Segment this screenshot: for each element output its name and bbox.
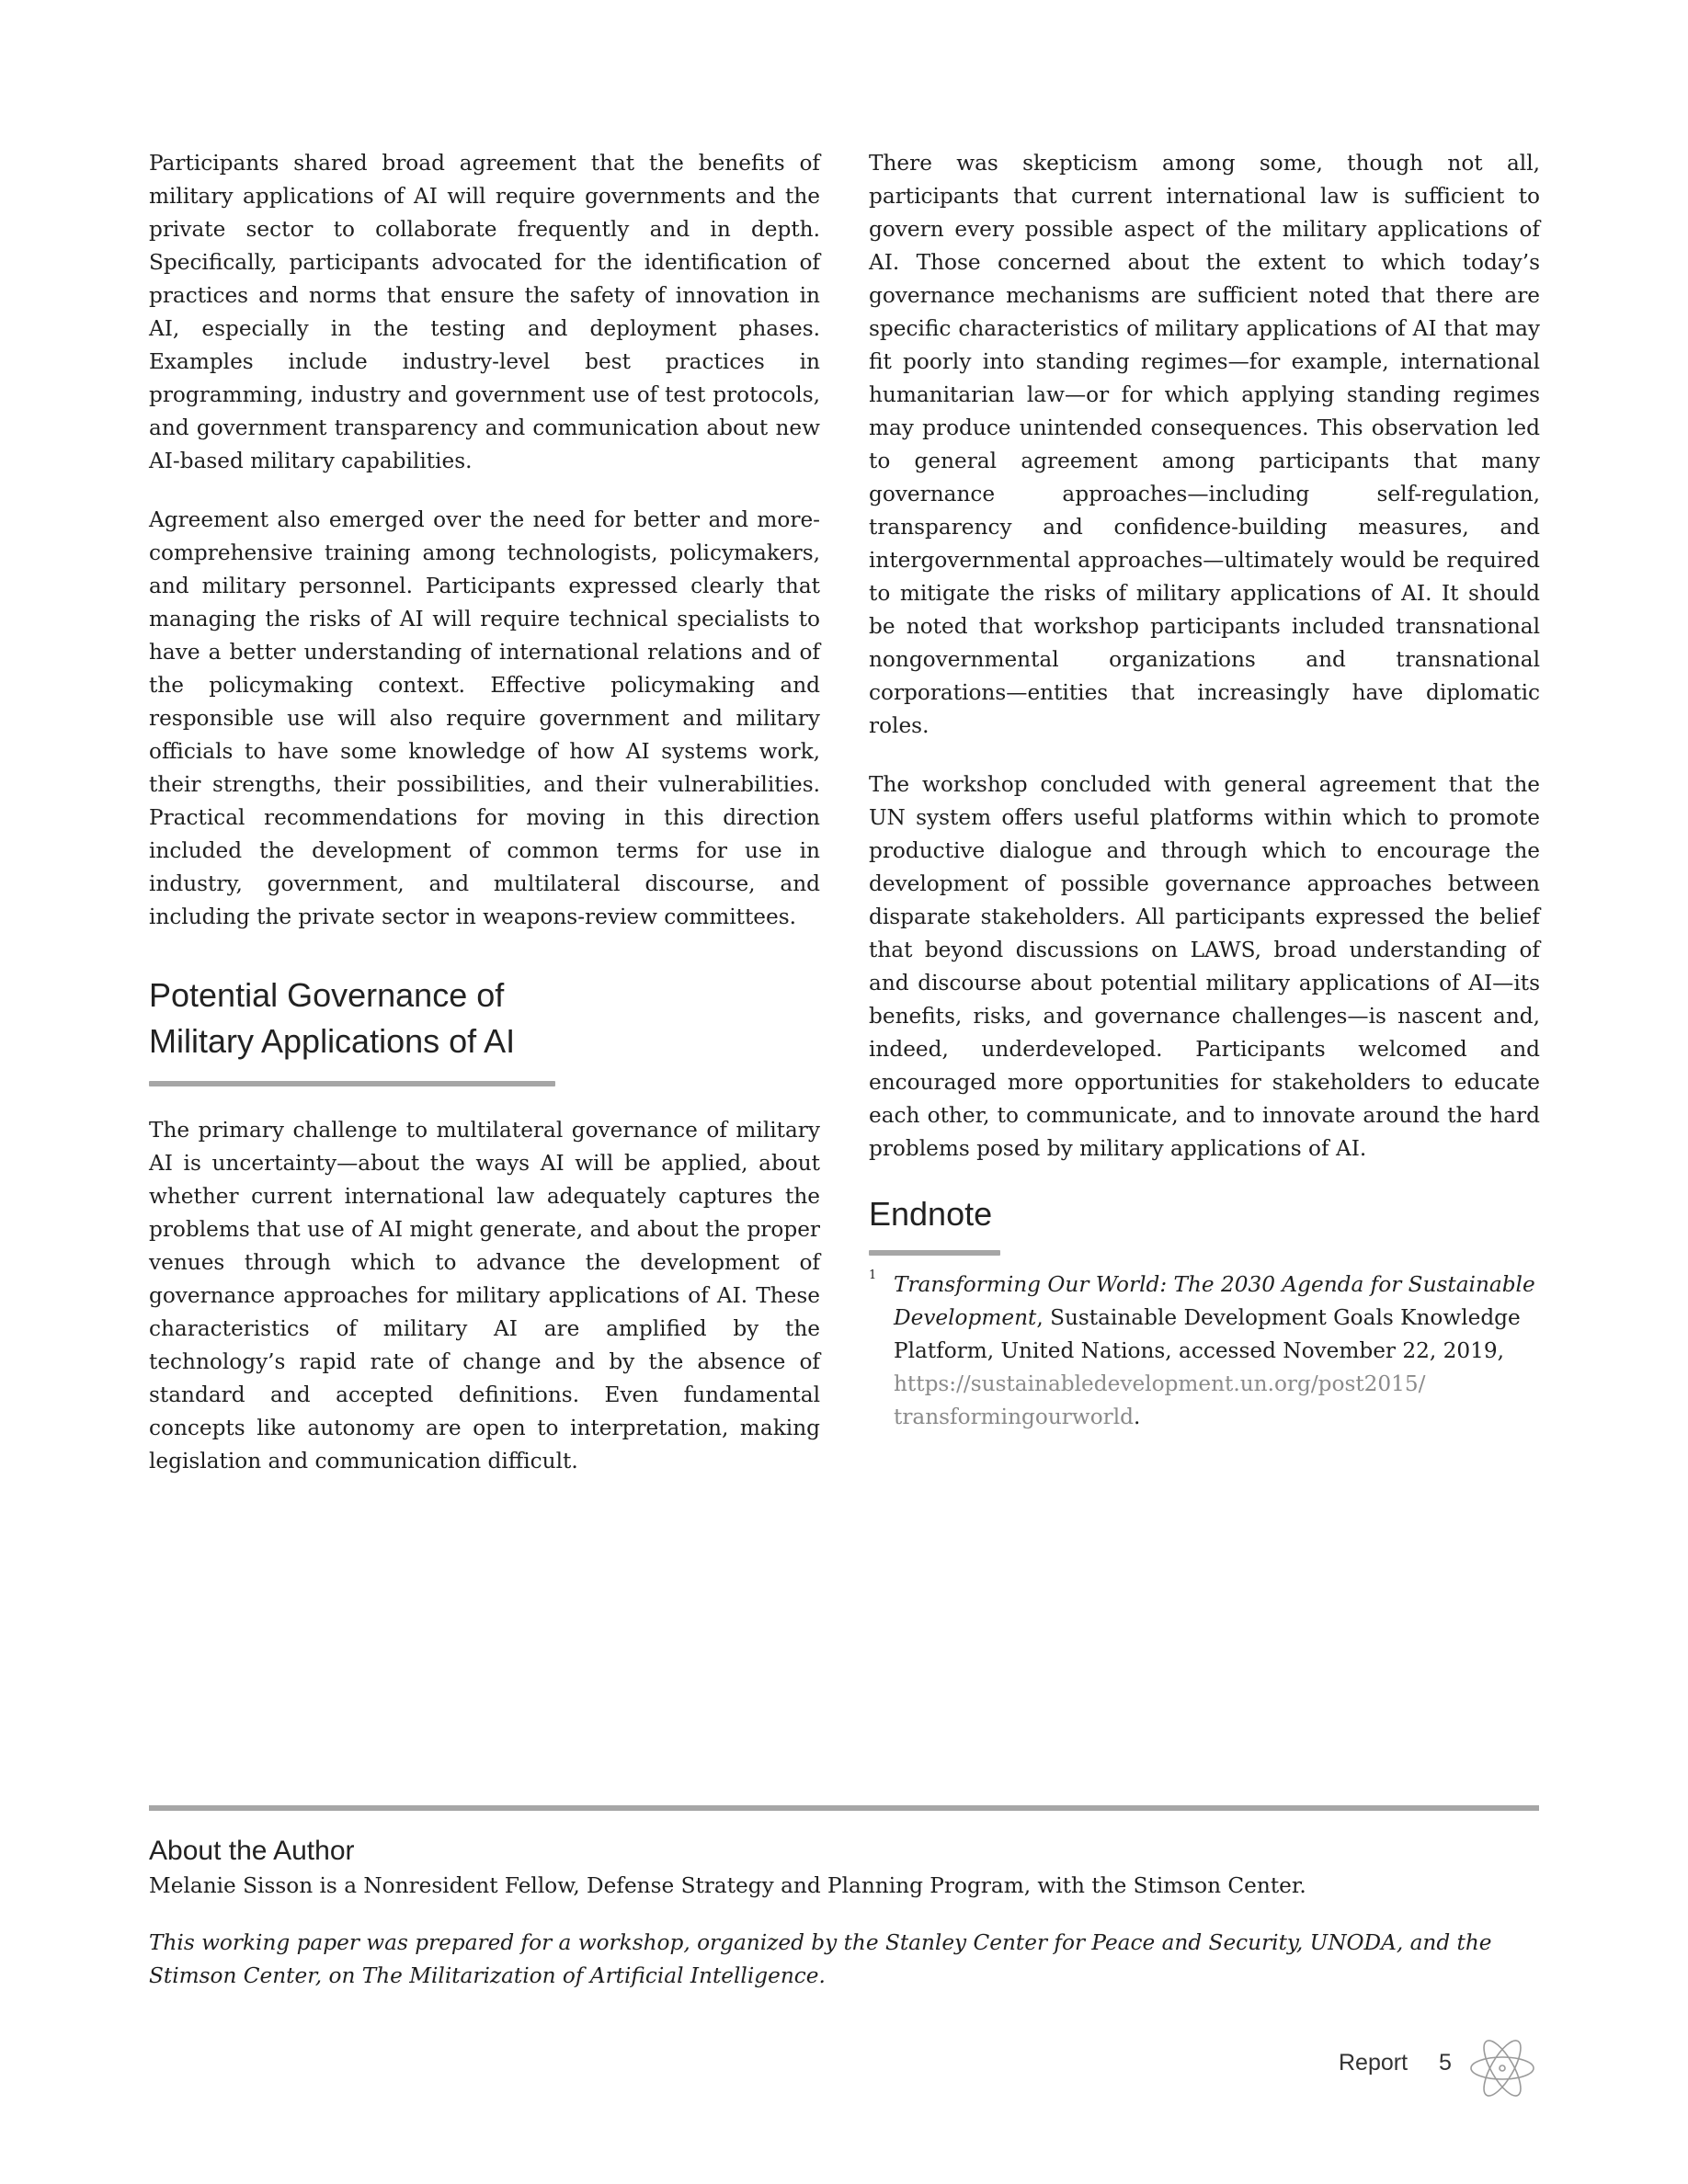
endnote-url-line-2: transformingourworld xyxy=(894,1405,1134,1429)
endnote-number: 1 xyxy=(869,1268,877,1282)
section-heading-rule xyxy=(149,1081,555,1086)
paragraph-training: Agreement also emerged over the need for better and more-comprehensive training among technologists, policymakers, and military personnel. Participants expressed clearly that managing the risks of AI will require technical specialists to have a better understanding of international relations and of the policymaking context. Effective policymaking and responsible use will also require government and military officials to have some knowledge of how AI systems work, their strengths, their possibilities, and their vulnerabilities. Practical recommendations for moving in this direction included the development of common terms for use in industry, government, and multilateral discourse, and including the private sector in weapons-review committees. xyxy=(149,507,820,929)
paragraph-collaboration: Participants shared broad agreement that the benefits of military applications of AI will require governments and the private sector to collaborate frequently and in depth. Specifically, participants advocated for the identification of practices and norms that ensure the safety of innovation in AI, especially in the testing and deployment phases. Examples include industry-level best practices in programming, industry and government use of test protocols, and government transparency and communication about new AI-based military capabilities. xyxy=(149,151,820,473)
working-paper-note: This working paper was prepared for a workshop, organized by the Stanley Center for Peace and Security, UNODA, and the Stimson Center, on The Militarization of Artificial Intelligence. xyxy=(149,1930,1492,1988)
section-heading-governance xyxy=(149,973,820,1064)
endnote-citation: , Sustainable Development Goals Knowledge Platform, United Nations, accessed November 22, 2019, xyxy=(894,1305,1521,1363)
endnote-item xyxy=(869,1268,1540,1434)
author-divider xyxy=(149,1805,1539,1811)
paragraph-workshop-conclusion: The workshop concluded with general agreement that the UN system offers useful platforms within which to promote productive dialogue and through which to encourage the development of possible governance approaches between disparate stakeholders. All participants expressed the belief that beyond discussions on LAWS, broad understanding of and discourse about potential military applications of AI—its benefits, risks, and governance challenges—is nascent and, indeed, underdeveloped. Participants welcomed and encouraged more opportunities for stakeholders to educate each other, to communicate, and to innovate around the hard problems posed by military applications of AI. xyxy=(869,772,1540,1161)
section-heading-line-1: Potential Governance of xyxy=(149,976,505,1014)
endnote-title: Transforming Our World: The 2030 Agenda for Sustainable Development xyxy=(894,1272,1535,1330)
left-column xyxy=(149,147,820,1504)
atom-logo-icon xyxy=(1466,2031,1539,2105)
endnote-heading: Endnote xyxy=(869,1195,993,1233)
section-heading-line-2: Military Applications of AI xyxy=(149,1022,516,1060)
endnote-link[interactable] xyxy=(894,1371,1426,1429)
paragraph-uncertainty: The primary challenge to multilateral governance of military AI is uncertainty—about the ways AI will be applied, about whether current international law adequately captures the problems that use of AI might generate, and about the proper venues through which to advance the development of governance approaches for military applications of AI. These characteristics of military AI are amplified by the technology’s rapid rate of change and by the absence of standard and accepted definitions. Even fundamental concepts like autonomy are open to interpretation, making legislation and communication difficult. xyxy=(149,1118,820,1473)
paragraph-skepticism: There was skepticism among some, though not all, participants that current international law is sufficient to govern every possible aspect of the military applications of AI. Those concerned about the extent to which today’s governance mechanisms are sufficient noted that there are specific characteristics of military applications of AI that may fit poorly into standing regimes—for example, international humanitarian law—or for which applying standing regimes may produce unintended consequences. This observation led to general agreement among participants that many governance approaches—including self-regulation, transparency and confidence-building measures, and intergovernmental approaches—ultimately would be required to mitigate the risks of military applications of AI. It should be noted that workshop participants included transnational nongovernmental organizations and transnational corporations—entities that increasingly have diplomatic roles. xyxy=(869,151,1540,738)
author-heading: About the Author xyxy=(149,1836,355,1866)
page-number: 5 xyxy=(1439,2050,1452,2076)
author-bio: Melanie Sisson is a Nonresident Fellow, Defense Strategy and Planning Program, with the Stimson Center. xyxy=(149,1873,1306,1898)
endnote-heading-rule xyxy=(869,1250,1000,1256)
endnote-url-line-1: https://sustainabledevelopment.un.org/post2015/ xyxy=(894,1371,1426,1396)
right-column xyxy=(869,147,1540,1434)
footer-label: Report xyxy=(1339,2050,1409,2076)
endnote-period: . xyxy=(1134,1405,1141,1429)
